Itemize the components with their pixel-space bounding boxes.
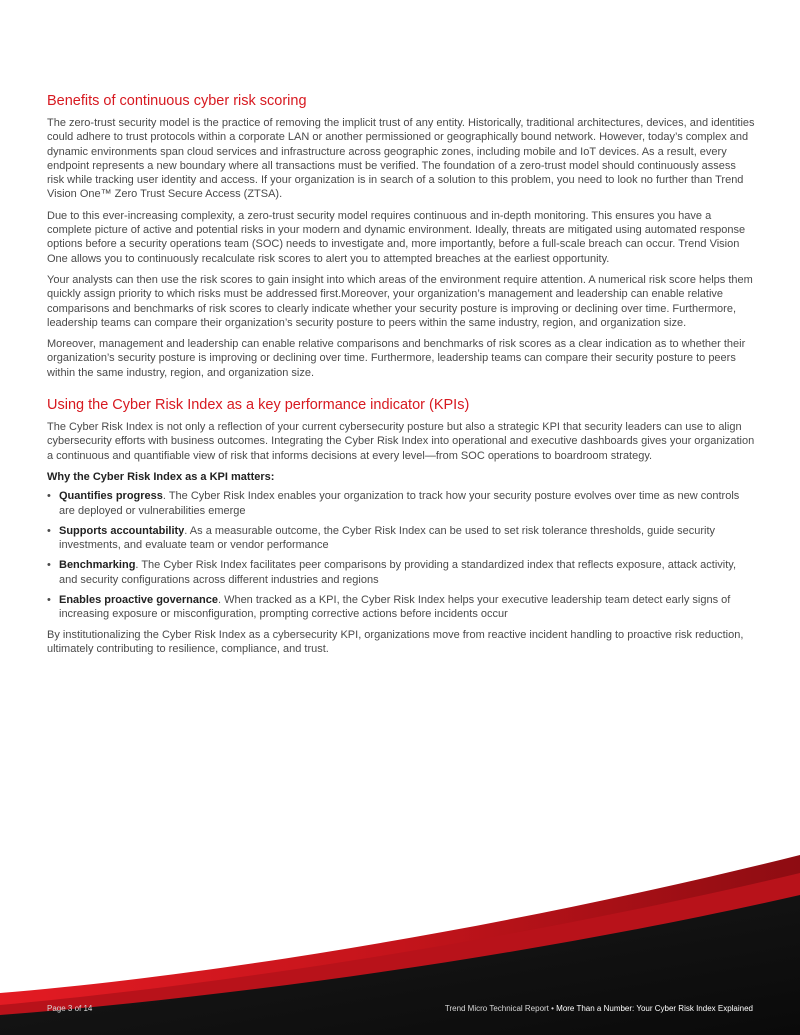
subheading: Why the Cyber Risk Index as a KPI matters:	[47, 470, 275, 483]
footer-document-title: More Than a Number: Your Cyber Risk Index Explained	[556, 1004, 753, 1013]
list-item	[47, 558, 755, 587]
list-item-term: Enables proactive governance	[59, 594, 218, 607]
paragraph: The Cyber Risk Index is not only a reflection of your current cybersecurity posture but also a strategic KPI that security leaders can use to align cybersecurity efforts with business outcomes. Integrating the Cyber Risk Index into operational and executive dashboards gives your organization a continuous and quantifiable view of risk that informs decisions at every level—from SOC operations to boardroom strategy.	[47, 421, 755, 462]
list-item-text: . The Cyber Risk Index enables your organization to track how your security posture evolves over time as new controls are deployed or vulnerabilities emerge	[59, 490, 740, 517]
list-item-text: . The Cyber Risk Index facilitates peer comparisons by providing a standardized index that reflects exposure, attack activity, and security configurations across different industries and regions	[59, 559, 737, 586]
paragraph: By institutionalizing the Cyber Risk Index as a cybersecurity KPI, organizations move from reactive incident handling to proactive risk reduction, ultimately contributing to resilience, compliance, and trust.	[47, 628, 744, 655]
list-item-term: Supports accountability	[59, 524, 185, 537]
footer-report-label: Trend Micro Technical Report	[444, 1004, 549, 1013]
list-item-term: Benchmarking	[59, 559, 136, 572]
paragraph: Your analysts can then use the risk scores to gain insight into which areas of the environment require attention. A numerical risk score helps them quickly assign priority to which risks must be addressed first.Moreover, your organization’s management and leadership can enable relative comparisons and benchmarks of risk scores to clearly indicate whether your security posture is improving or declining over time. Furthermore, leadership teams can compare their organization’s security posture to peers within the same industry, region, and organization size.	[47, 273, 753, 329]
paragraph: The zero-trust security model is the practice of removing the implicit trust of any entity. Historically, traditional architectures, devices, and identities could adhere to trust protocols within a corporate LAN or another permissioned or geographically bound network. However, today’s complex and dynamic environments span cloud services and infrastructure across geographic zones, including mobile and IoT devices. As a result, every endpoint represents a new boundary where all transactions must be verified. The foundation of a zero-trust model should continuously assess risk while tracking user identity and access. If your organization is in search of a solution to this problem, you need to look no further than Trend Vision One™ Zero Trust Secure Access (ZTSA).	[47, 117, 755, 201]
bullet-list	[47, 489, 755, 621]
section-heading-benefits: Benefits of continuous cyber risk scoring	[47, 93, 307, 109]
list-item	[47, 524, 755, 553]
list-item-text: . When tracked as a KPI, the Cyber Risk Index helps your executive leadership team detect early signs of increasing exposure or misconfiguration, prompting corrective actions before incidents occur	[59, 594, 731, 621]
page-content	[47, 92, 755, 663]
section-heading-kpi: Using the Cyber Risk Index as a key performance indicator (KPIs)	[47, 397, 470, 414]
paragraph: Due to this ever-increasing complexity, a zero-trust security model requires continuous and in-depth monitoring. This ensures you have a complete picture of active and potential risks in your modern and dynamic environment. Ideally, threats are mitigated using automated response options before a security operations team (SOC) needs to investigate and, more importantly, before a full-scale breach can occur. Trend Vision One allows you to continuously recalculate risk scores to alert you to attempted breaches at the earliest opportunity.	[47, 209, 746, 265]
list-item-text: . As a measurable outcome, the Cyber Risk Index can be used to set risk tolerance thresholds, guide security investments, and evaluate team or vendor performance	[59, 524, 716, 552]
footer-report-title	[445, 1004, 753, 1013]
page-number: Page 3 of 14	[47, 1004, 93, 1013]
list-item	[47, 489, 755, 518]
list-item	[47, 593, 755, 622]
list-item-term: Quantifies progress	[59, 490, 163, 503]
paragraph: Moreover, management and leadership can enable relative comparisons and benchmarks of risk scores as a clear indication as to whether their organization’s security posture is improving or declining over time. Furthermore, leadership teams can compare their security posture to peers within the same industry, region, and organization size.	[47, 338, 746, 379]
footer-separator: •	[548, 1004, 557, 1013]
